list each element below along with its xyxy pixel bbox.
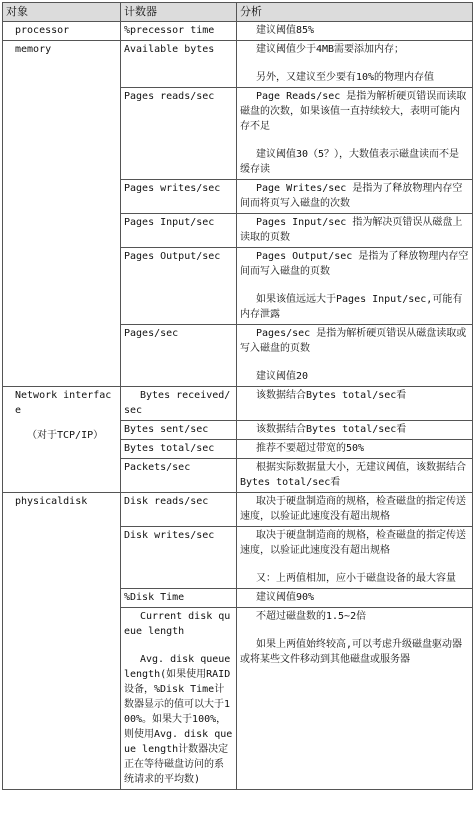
table-row [3,41,473,88]
header-row [3,3,473,22]
analysis-text: Page Writes/sec 是指为了释放物理内存空间而将页写入磁盘的次数 [240,183,463,209]
analysis-text: Pages Input/sec 指为解决页错误从磁盘上读取的页数 [240,217,463,243]
analysis-cell [237,421,473,440]
table-row [3,387,473,421]
counter-cell [121,387,237,421]
object-sublabel: （对于TCP/IP） [27,430,104,441]
analysis-cell [237,387,473,421]
analysis-text: 建议阈值30（5？），大数值表示磁盘读而不是缓存读 [240,149,460,175]
analysis-cell [237,608,473,790]
analysis-cell [237,459,473,493]
object-cell-physicaldisk: physicaldisk [3,493,121,790]
col-counter-header: 计数器 [121,3,237,22]
counter-cell: Bytes total/sec [121,440,237,459]
analysis-cell [237,22,473,41]
counter-cell: Pages Output/sec [121,248,237,325]
analysis-text: 根据实际数据量大小，无建议阈值，该数据结合Bytes total/sec看 [240,462,466,488]
analysis-text: 该数据结合Bytes total/sec看 [256,390,407,401]
analysis-cell [237,493,473,527]
analysis-text: 建议阈值20 [256,371,309,382]
analysis-text: 建议阈值少于4MB需要添加内存； [256,44,405,55]
analysis-cell [237,180,473,214]
analysis-cell [237,41,473,88]
counter-cell: %precessor time [121,22,237,41]
counter-text: Current disk queue length [124,611,231,637]
analysis-text: 建议阈值90% [256,592,315,603]
counter-cell: Disk writes/sec [121,527,237,589]
analysis-cell [237,325,473,387]
counter-cell: Pages Input/sec [121,214,237,248]
table-row [3,22,473,41]
counter-cell: Disk reads/sec [121,493,237,527]
counter-cell: Packets/sec [121,459,237,493]
analysis-text: 该数据结合Bytes total/sec看 [256,424,407,435]
analysis-text: 另外，又建议至少要有10%的物理内存值 [256,72,435,83]
analysis-text: 如果该值远远大于Pages Input/sec,可能有内存泄露 [240,294,463,320]
counter-text: Avg. disk queue length(如果使用RAID设备，%Disk Time计数器显示的值可以大于100%。如果大于100%，则使用Avg. disk queue length计数器决定正在等待磁盘访问的系统请求的平均数) [124,654,233,785]
object-cell-memory: memory [3,41,121,387]
analysis-cell [237,88,473,180]
analysis-cell [237,214,473,248]
analysis-text: 又：上两值相加，应小于磁盘设备的最大容量 [256,573,456,584]
analysis-cell [237,248,473,325]
counter-cell: Bytes sent/sec [121,421,237,440]
object-cell-network [3,387,121,493]
counter-cell: Available bytes [121,41,237,88]
analysis-text: 建议阈值85% [256,25,315,36]
analysis-text: 不超过磁盘数的1.5~2倍 [256,611,367,622]
analysis-cell [237,527,473,589]
counter-cell: Pages writes/sec [121,180,237,214]
counter-text: Bytes received/sec [124,390,231,416]
object-label: Network interface [15,390,112,416]
performance-counter-table [2,2,473,790]
analysis-text: Pages/sec 是指为解析硬页错误从磁盘读取或写入磁盘的页数 [240,328,467,354]
analysis-text: 取决于硬盘制造商的规格，检查磁盘的指定传送速度，以验证此速度没有超出规格 [240,496,466,522]
counter-cell [121,608,237,790]
counter-cell: %Disk Time [121,589,237,608]
col-object-header: 对象 [3,3,121,22]
analysis-cell [237,589,473,608]
counter-cell: Pages/sec [121,325,237,387]
table-row [3,493,473,527]
analysis-text: 推荐不要超过带宽的50% [256,443,365,454]
col-analysis-header: 分析 [237,3,473,22]
counter-cell: Pages reads/sec [121,88,237,180]
object-cell-processor: processor [3,22,121,41]
analysis-cell [237,440,473,459]
analysis-text: 如果上两值始终较高,可以考虑升级磁盘驱动器或将某些文件移动到其他磁盘或服务器 [240,639,463,665]
analysis-text: Pages Output/sec 是指为了释放物理内存空间而写入磁盘的页数 [240,251,469,277]
analysis-text: Page Reads/sec 是指为解析硬页错误而读取磁盘的次数，如果该值一直持续较大，表明可能内存不足 [240,91,467,132]
analysis-text: 取决于硬盘制造商的规格，检查磁盘的指定传送速度，以验证此速度没有超出规格 [240,530,466,556]
